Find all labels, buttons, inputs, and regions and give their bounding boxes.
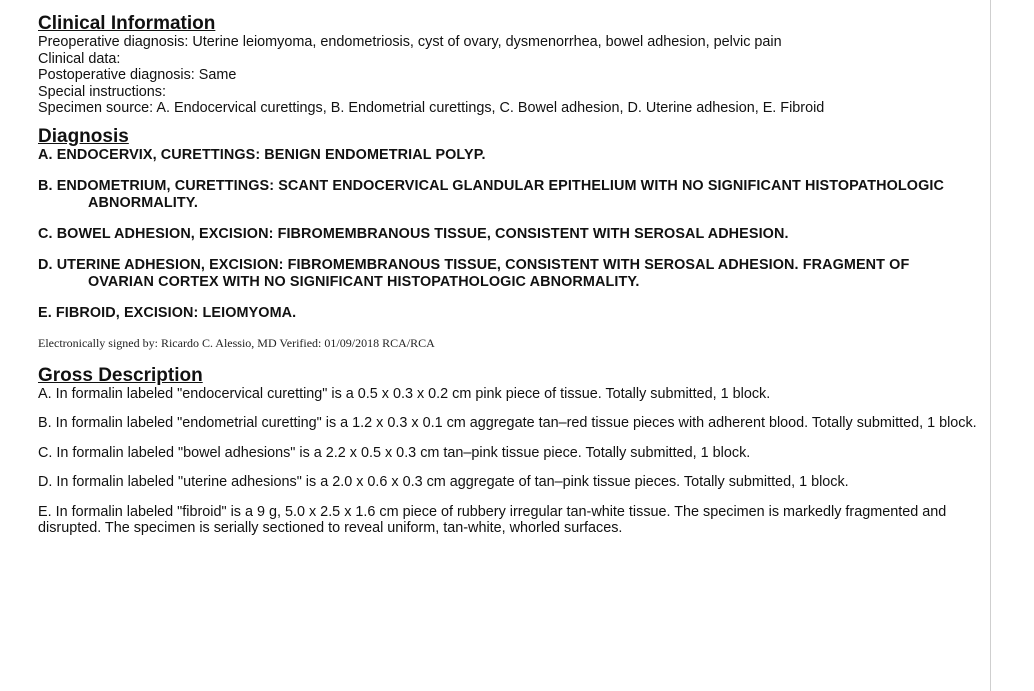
diagnosis-item-b: B. ENDOMETRIUM, CURETTINGS: SCANT ENDOCERVICAL GLANDULAR EPITHELIUM WITH NO SIGNIFICANT HISTOPATHOLOGIC ABNORMALITY. bbox=[38, 177, 944, 211]
page-edge-divider bbox=[990, 0, 991, 691]
clinical-information-section bbox=[38, 14, 978, 117]
preoperative-diagnosis: Preoperative diagnosis: Uterine leiomyoma, endometriosis, cyst of ovary, dysmenorrhea, bowel adhesion, pelvic pain bbox=[38, 34, 782, 50]
special-instructions: Special instructions: bbox=[38, 83, 166, 100]
diagnosis-item-a: A. ENDOCERVIX, CURETTINGS: BENIGN ENDOMETRIAL POLYP. bbox=[38, 146, 486, 163]
diagnosis-heading: Diagnosis bbox=[38, 125, 129, 147]
gross-paragraph-e: E. In formalin labeled "fibroid" is a 9 g, 5.0 x 2.5 x 1.6 cm piece of rubbery irregular tan-white tissue. The specimen is markedly fragmented and disrupted. The specimen is serially sectioned to reveal uniform, tan-white, whorled surfaces. bbox=[38, 503, 947, 536]
postoperative-diagnosis: Postoperative diagnosis: Same bbox=[38, 67, 237, 83]
specimen-source: Specimen source: A. Endocervical curettings, B. Endometrial curettings, C. Bowel adhesion, D. Uterine adhesion, E. Fibroid bbox=[38, 100, 825, 116]
gross-paragraph-b: B. In formalin labeled "endometrial curetting" is a 1.2 x 0.3 x 0.1 cm aggregate tan–red tissue pieces with adherent blood. Totally submitted, 1 block. bbox=[38, 415, 977, 431]
gross-paragraph-c: C. In formalin labeled "bowel adhesions" is a 2.2 x 0.5 x 0.3 cm tan–pink tissue piece. Totally submitted, 1 block. bbox=[38, 444, 751, 461]
diagnosis-section bbox=[38, 127, 978, 350]
diagnosis-item-e: E. FIBROID, EXCISION: LEIOMYOMA. bbox=[38, 304, 297, 321]
electronic-signature: Electronically signed by: Ricardo C. Alessio, MD Verified: 01/09/2018 RCA/RCA bbox=[38, 335, 435, 350]
gross-description-section bbox=[38, 366, 978, 537]
report-content bbox=[38, 14, 978, 550]
diagnosis-item-d: D. UTERINE ADHESION, EXCISION: FIBROMEMBRANOUS TISSUE, CONSISTENT WITH SEROSAL ADHESION. FRAGMENT OF OVARIAN CORTEX WITH NO SIGNIFICANT HISTOPATHOLOGIC ABNORMALITY. bbox=[38, 256, 910, 290]
gross-paragraph-a: A. In formalin labeled "endocervical curetting" is a 0.5 x 0.3 x 0.2 cm pink piece of tissue. Totally submitted, 1 block. bbox=[38, 385, 771, 402]
clinical-information-heading: Clinical Information bbox=[38, 13, 216, 34]
gross-paragraph-d: D. In formalin labeled "uterine adhesions" is a 2.0 x 0.6 x 0.3 cm aggregate of tan–pink tissue pieces. Totally submitted, 1 block. bbox=[38, 474, 849, 490]
gross-description-heading: Gross Description bbox=[38, 364, 203, 386]
diagnosis-item-c: C. BOWEL ADHESION, EXCISION: FIBROMEMBRANOUS TISSUE, CONSISTENT WITH SEROSAL ADHESION. bbox=[38, 225, 789, 242]
clinical-data: Clinical data: bbox=[38, 50, 121, 67]
